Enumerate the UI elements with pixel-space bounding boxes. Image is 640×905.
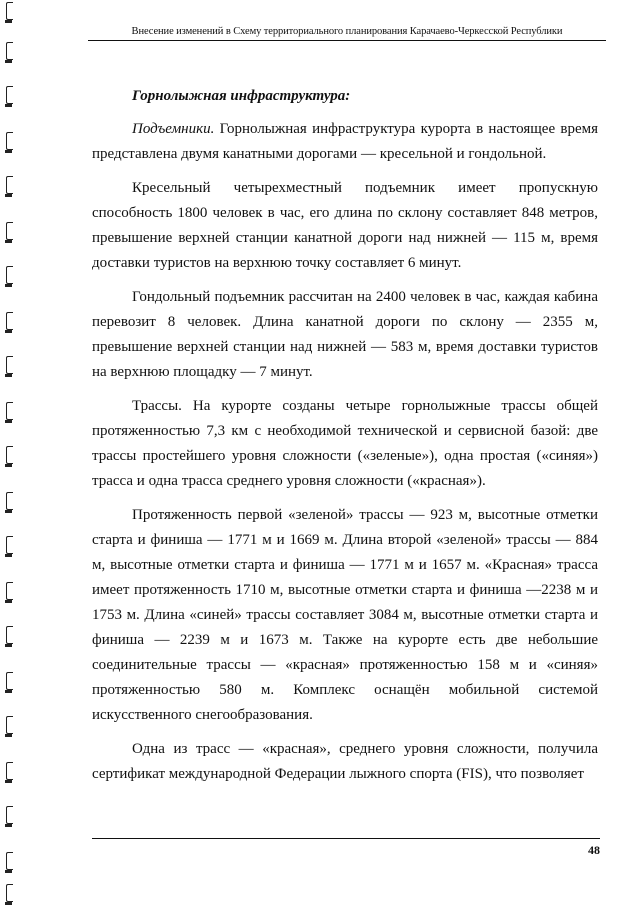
binding-ring-icon [6, 884, 13, 902]
paragraph-text: Одна из трасс — «красная», среднего уровня сложности, получила сертификат международной Федерации лыжного спорта (FIS), что позволяет [92, 741, 598, 782]
spiral-binding [0, 0, 26, 905]
paragraph-chairlift [92, 176, 598, 276]
paragraph-fis-certificate [92, 737, 598, 787]
binding-ring-icon [6, 86, 13, 104]
binding-ring-icon [6, 176, 13, 194]
paragraph-gondola [92, 285, 598, 385]
binding-ring-icon [6, 132, 13, 150]
binding-ring-icon [6, 42, 13, 60]
binding-ring-icon [6, 266, 13, 284]
section-heading: Горнолыжная инфраструктура: [132, 88, 351, 104]
binding-ring-icon [6, 222, 13, 240]
binding-ring-icon [6, 762, 13, 780]
binding-ring-icon [6, 492, 13, 510]
page-number: 48 [588, 843, 600, 857]
binding-ring-icon [6, 536, 13, 554]
binding-ring-icon [6, 806, 13, 824]
binding-ring-icon [6, 312, 13, 330]
binding-ring-icon [6, 402, 13, 420]
paragraph-text: Кресельный четырехместный подъемник имеет пропускную способность 1800 человек в час, его длина по склону составляет 848 метров, превышение верхней станции канатной дороги над нижней — 115 м, время доставки туристов на верхнюю точку составляет 6 минут. [92, 180, 598, 271]
paragraph-slope-lengths [92, 503, 598, 728]
paragraph-text: Протяженность первой «зеленой» трассы — 923 м, высотные отметки старта и финиша — 1771 м и 1669 м. Длина второй «зеленой» трассы — 884 м, высотные отметки старта и финиша — 1771 м и 1657 м. «Красная» трасса имеет протяженность 1710 м, высотные отметки старта и финиша —2238 м и 1753 м. Длина «синей» трассы составляет 3084 м, высотные отметки старта и финиша — 2239 м и 1673 м. Также на курорте есть две небольшие соединительные трассы — «красная» протяженностью 158 м и «синяя» протяженностью 580 м. Комплекс оснащён мобильной системой искусственного снегообразования. [92, 507, 598, 723]
paragraph-text: Гондольный подъемник рассчитан на 2400 человек в час, каждая кабина перевозит 8 человек. Длина канатной дороги по склону — 2355 м, превышение верхней станции над нижней — 583 м, время доставки туристов на верхнюю площадку — 7 минут. [92, 289, 598, 380]
running-header: Внесение изменений в Схему территориального планирования Карачаево-Черкесской Республики [88, 26, 606, 41]
binding-ring-icon [6, 446, 13, 464]
paragraph-lifts-intro [92, 117, 598, 167]
footer-divider [92, 838, 600, 839]
binding-ring-icon [6, 716, 13, 734]
binding-ring-icon [6, 356, 13, 374]
paragraph-text: Трассы. На курорте созданы четыре горнолыжные трассы общей протяженностью 7,3 км с необходимой технической и сервисной базой: две трассы простейшего уровня сложности («зеленые»), одна простая («синяя») трасса и одна трасса среднего уровня сложности («красная»). [92, 398, 598, 489]
paragraph-lead: Подъемники. [132, 121, 215, 137]
binding-ring-icon [6, 672, 13, 690]
binding-ring-icon [6, 626, 13, 644]
page-body [92, 84, 598, 796]
binding-ring-icon [6, 2, 13, 20]
binding-ring-icon [6, 852, 13, 870]
paragraph-text: Горнолыжная инфраструктура курорта в настоящее время представлена двумя канатными дорогами — кресельной и гондольной. [92, 121, 598, 162]
binding-ring-icon [6, 582, 13, 600]
paragraph-slopes [92, 394, 598, 494]
